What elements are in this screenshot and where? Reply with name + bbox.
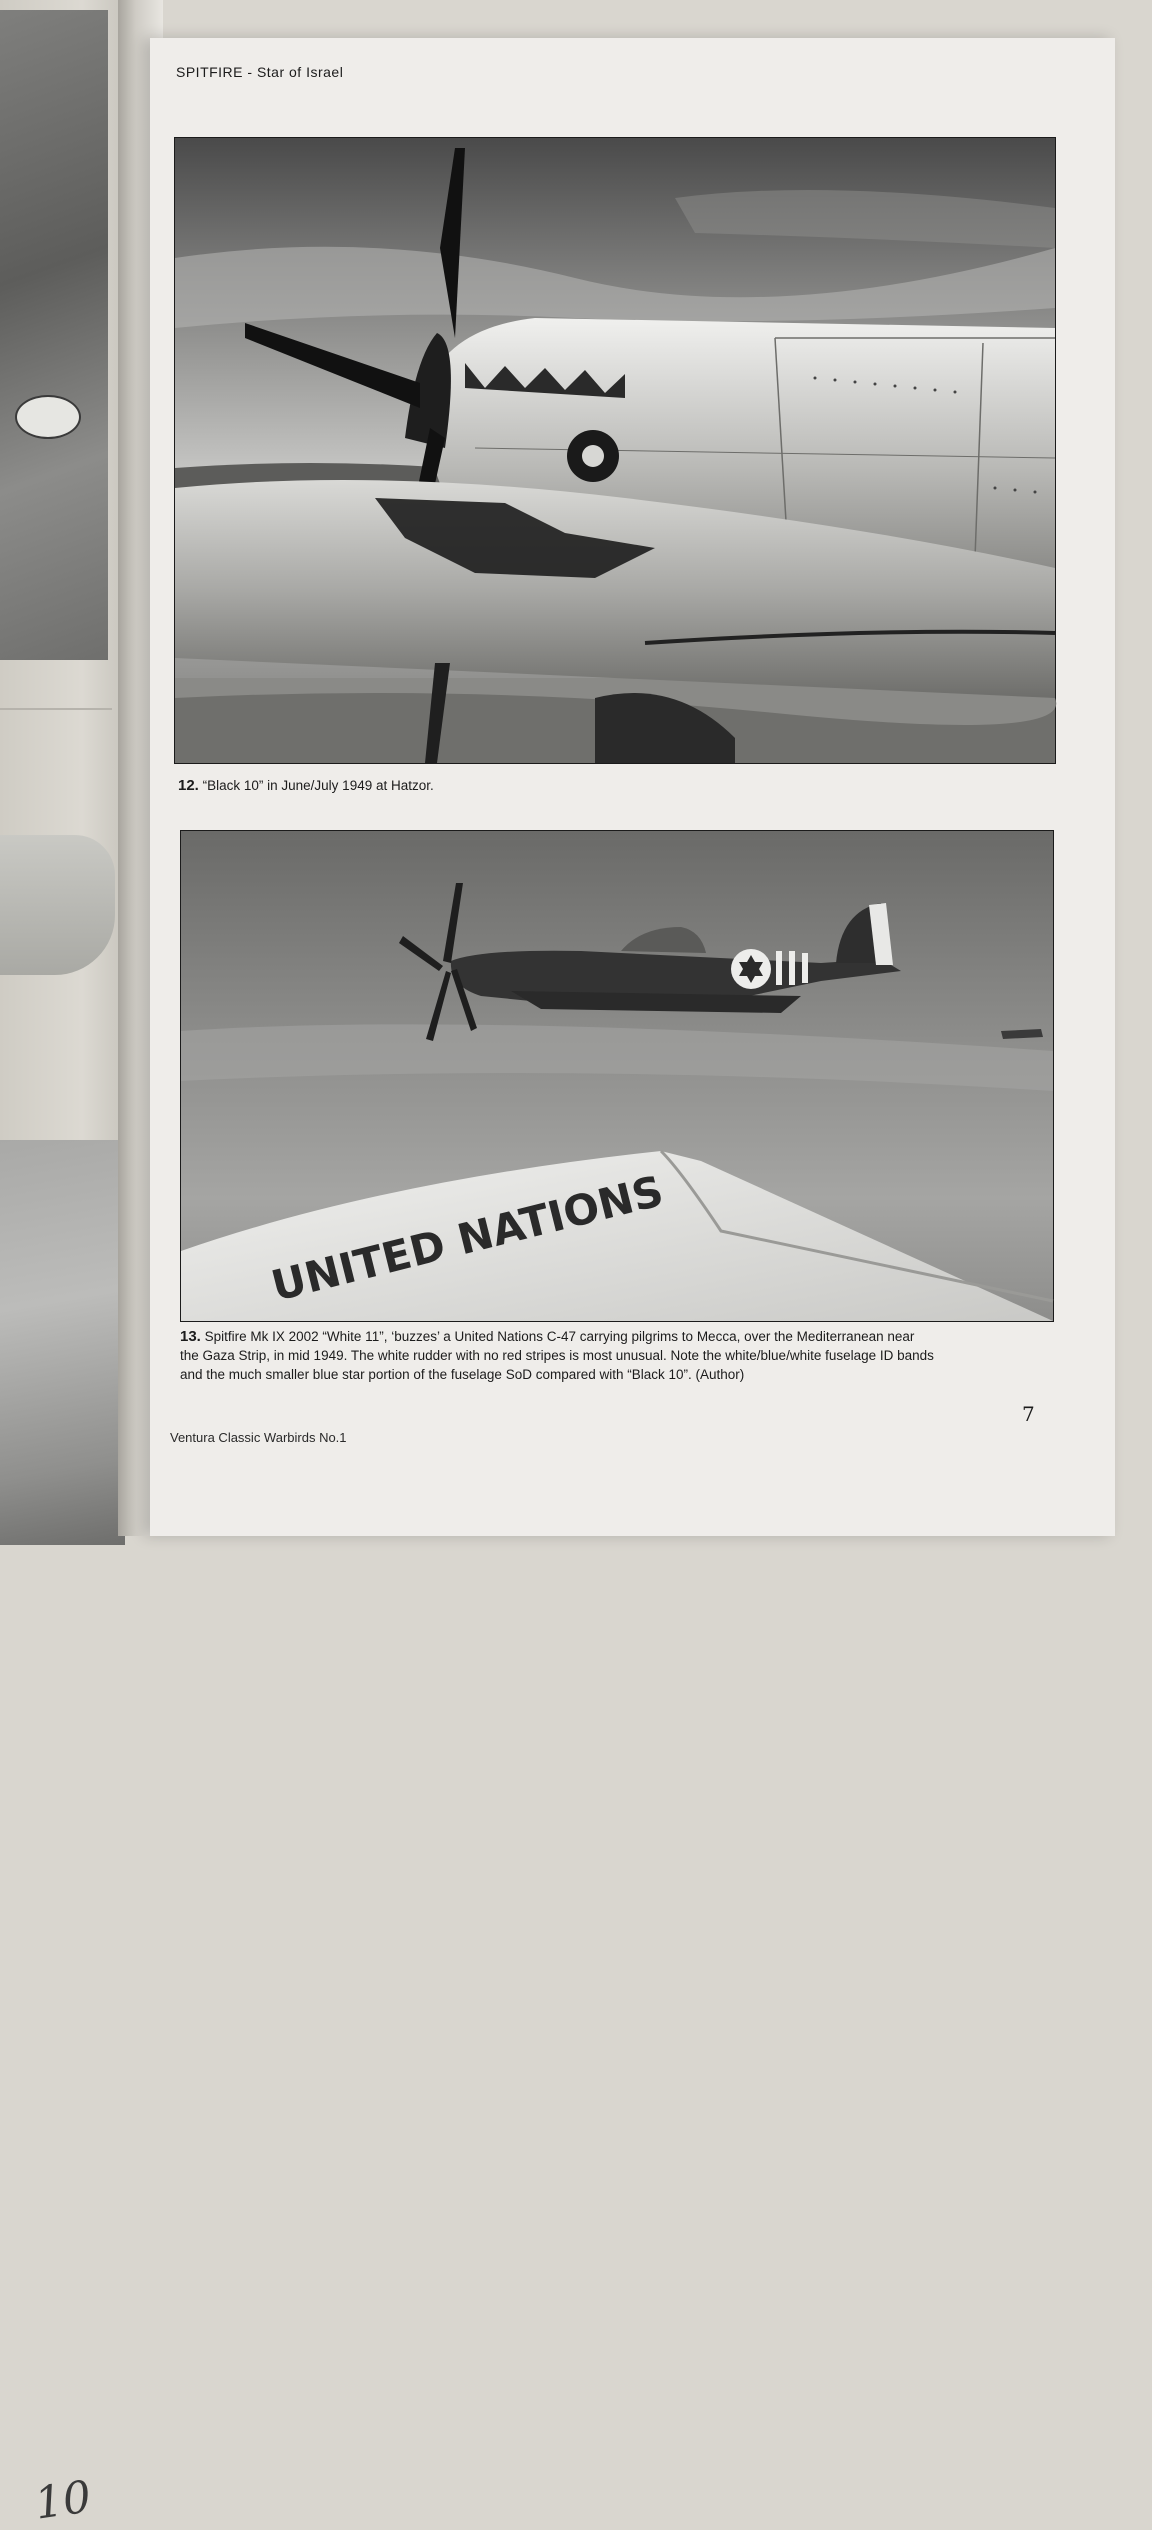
figure-12-number: 12. [178,777,199,794]
figure-13-caption-line-2: the Gaza Strip, in mid 1949. The white rudder with no red stripes is most unusual. Note the white/blue/white fuselage ID bands [180,1348,934,1363]
previous-page-divider [0,708,112,710]
star-of-david-roundel-icon [15,395,81,439]
figure-12-caption [178,776,434,795]
figure-13-caption-text-1: Spitfire Mk IX 2002 “White 11”, ‘buzzes’ a United Nations C-47 carrying pilgrims to Mecca, over the Mediterranean near [204,1329,915,1344]
photo-12-image [175,138,1055,763]
running-head: SPITFIRE - Star of Israel [176,64,344,80]
photo-13-image [181,831,1053,1321]
figure-12-caption-text: “Black 10” in June/July 1949 at Hatzor. [202,778,434,793]
previous-page-profile-drawing [0,835,115,975]
book-page [150,38,1115,1536]
photo-black-10-spitfire [174,137,1056,764]
figure-13-caption-line-3: and the much smaller blue star portion of the fuselage SoD compared with “Black 10”. (Author) [180,1367,745,1382]
previous-page-photo-bottom [0,1140,125,2530]
wing-lettering: UNITED NATIONS [266,1166,668,1311]
page-number: 7 [1022,1402,1035,1426]
series-footer: Ventura Classic Warbirds No.1 [170,1430,347,1445]
figure-13-caption [180,1327,1060,1384]
aircraft-number-marking: 10 [31,2471,95,2530]
previous-page-photo-top [0,10,108,660]
figure-13-number: 13. [180,1328,201,1345]
photo-white-11-spitfire [180,830,1054,1322]
figure-13-caption-line-1 [180,1327,1060,1346]
